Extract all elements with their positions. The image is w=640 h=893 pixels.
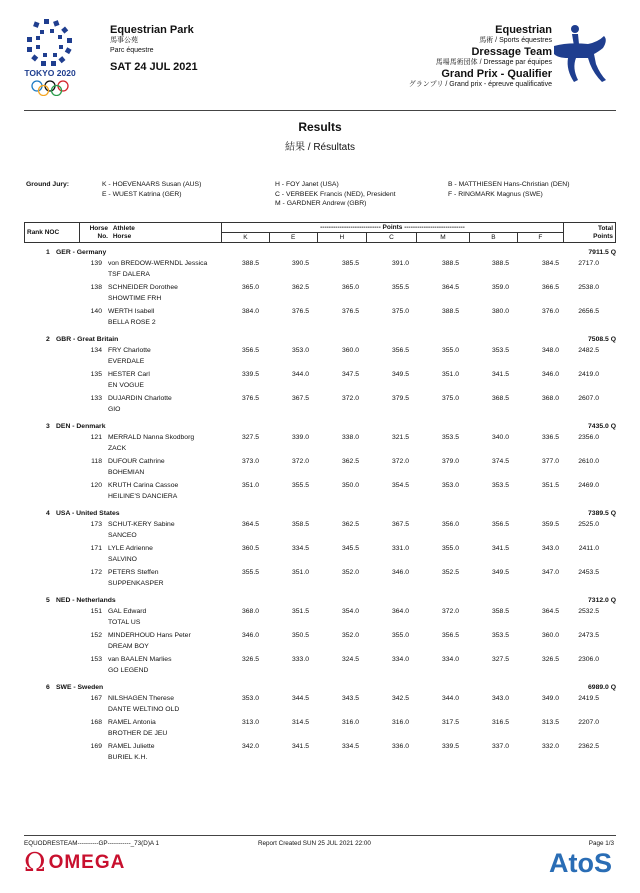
rider-total: 2207.0 [578, 719, 599, 726]
horse-number: 151 [90, 608, 102, 615]
judge-score: 368.0 [241, 608, 259, 615]
judge-score: 336.5 [541, 434, 559, 441]
rider-total: 2473.5 [578, 632, 599, 639]
horse-name: DREAM BOY [108, 643, 149, 650]
judge-score: 364.0 [391, 608, 409, 615]
rider-row [24, 458, 616, 469]
team-row [24, 249, 616, 260]
rider-total: 2419.0 [578, 371, 599, 378]
col-rank-noc: Rank NOC [25, 223, 80, 243]
athlete-name: RAMEL Juliette [108, 743, 155, 750]
horse-name: TSF DALERA [108, 271, 150, 278]
rider-row [24, 719, 616, 730]
horse-name: SALVINO [108, 556, 137, 563]
team-total: 7911.5 Q [588, 249, 616, 256]
team-rank: 3 [46, 423, 50, 430]
horse-number: 172 [90, 569, 102, 576]
judge-score: 346.0 [241, 632, 259, 639]
judge-score: 354.5 [391, 482, 409, 489]
judge-score: 354.0 [341, 608, 359, 615]
horse-name: TOTAL US [108, 619, 141, 626]
judge-score: 372.0 [341, 395, 359, 402]
judge-score: 355.5 [291, 482, 309, 489]
rider-total: 2419.5 [578, 695, 599, 702]
judge-score: 390.5 [291, 260, 309, 267]
rider-total: 2306.0 [578, 656, 599, 663]
horse-name: HEILINE'S DANCIERA [108, 493, 178, 500]
judge-score: 346.0 [391, 569, 409, 576]
judge-score: 360.0 [541, 632, 559, 639]
judge-score: 365.0 [241, 284, 259, 291]
team-rank: 1 [46, 249, 50, 256]
jury-member: C - VERBEEK Francis (NED), President [275, 190, 396, 198]
rider-row [24, 695, 616, 706]
judge-score: 316.0 [391, 719, 409, 726]
jury-member: B - MATTHIESEN Hans-Christian (DEN) [448, 181, 570, 188]
horse-number: 134 [90, 347, 102, 354]
judge-score: 359.0 [491, 284, 509, 291]
judge-h: H [317, 233, 367, 243]
rider-row [24, 371, 616, 382]
judge-score: 326.5 [241, 656, 259, 663]
judge-score: 313.0 [241, 719, 259, 726]
col-horse-athlete: Horse No. Athlete Horse [80, 223, 222, 243]
judge-f: F [517, 233, 563, 243]
judge-score: 347.5 [341, 371, 359, 378]
judge-score: 334.0 [391, 656, 409, 663]
judge-score: 356.0 [441, 521, 459, 528]
horse-number: 120 [90, 482, 102, 489]
rider-row [24, 521, 616, 532]
team-total: 7508.5 Q [588, 336, 616, 343]
judge-score: 375.0 [391, 308, 409, 315]
judge-score: 313.5 [541, 719, 559, 726]
results-body [24, 249, 616, 771]
judge-score: 388.5 [491, 260, 509, 267]
judge-score: 347.0 [541, 569, 559, 576]
team-rank: 2 [46, 336, 50, 343]
judge-score: 352.0 [341, 569, 359, 576]
judge-score: 343.0 [541, 545, 559, 552]
horse-number: 118 [91, 458, 102, 465]
rider-total: 2538.0 [578, 284, 599, 291]
judge-score: 340.0 [491, 434, 509, 441]
sport-name: Equestrian [495, 24, 552, 36]
page-subtitle: 結果 / Résultats [284, 142, 356, 153]
athlete-name: van BAALEN Marlies [108, 656, 172, 663]
team-row [24, 336, 616, 347]
athlete-name: von BREDOW-WERNDL Jessica [108, 260, 208, 267]
judge-score: 353.5 [491, 632, 509, 639]
athlete-name: NILSHAGEN Therese [108, 695, 174, 702]
report-created: Report Created SUN 25 JUL 2021 22:00 [258, 840, 371, 847]
judge-score: 326.5 [541, 656, 559, 663]
report-code: EQUODRESTEAM----------GP-----------_73(D)A 1 [24, 840, 160, 847]
team-noc: NED - Netherlands [56, 597, 116, 604]
horse-number: 153 [90, 656, 102, 663]
team-total: 6989.0 Q [588, 684, 616, 691]
venue-name-ja: 馬事公苑 [110, 37, 138, 44]
team-rank: 6 [46, 684, 50, 691]
judge-score: 344.0 [441, 695, 459, 702]
judge-score: 365.0 [341, 284, 359, 291]
judge-score: 355.0 [441, 347, 459, 354]
athlete-name: SCHUT-KERY Sabine [108, 521, 175, 528]
event-subtitle: 馬場馬術団体 / Dressage par équipes [435, 59, 552, 66]
judge-score: 338.0 [341, 434, 359, 441]
judge-score: 372.0 [391, 458, 409, 465]
rider-row [24, 743, 616, 754]
athlete-name: MERRALD Nanna Skodborg [108, 434, 195, 441]
horse-name: GO LEGEND [108, 667, 149, 674]
rider-total: 2717.0 [578, 260, 599, 267]
judge-score: 376.5 [291, 308, 309, 315]
judge-score: 353.0 [441, 482, 459, 489]
judge-score: 367.5 [291, 395, 309, 402]
team-noc: GBR - Great Britain [56, 336, 119, 343]
judge-score: 355.5 [241, 569, 259, 576]
judge-score: 372.0 [291, 458, 309, 465]
judge-score: 362.5 [341, 521, 359, 528]
judge-score: 350.5 [291, 632, 309, 639]
judge-score: 334.0 [441, 656, 459, 663]
rider-total: 2469.0 [578, 482, 599, 489]
horse-name: EVERDALE [108, 358, 145, 365]
judge-score: 349.5 [491, 569, 509, 576]
judge-score: 342.0 [241, 743, 259, 750]
athlete-name: GAL Edward [108, 608, 147, 615]
judge-score: 348.0 [541, 347, 559, 354]
judge-score: 356.5 [391, 347, 409, 354]
horse-number: 139 [90, 260, 102, 267]
judge-score: 344.5 [291, 695, 309, 702]
athlete-name: FRY Charlotte [108, 347, 151, 354]
judge-score: 388.5 [241, 260, 259, 267]
results-table-header [24, 222, 616, 243]
rider-total: 2610.0 [578, 458, 599, 465]
judge-score: 331.0 [391, 545, 409, 552]
team-row [24, 597, 616, 608]
judge-score: 356.5 [241, 347, 259, 354]
omega-logo: Ω OMEGA [24, 848, 126, 878]
judge-score: 376.5 [341, 308, 359, 315]
rider-row [24, 347, 616, 358]
rider-row [24, 569, 616, 580]
rider-row [24, 656, 616, 667]
athlete-name: DUFOUR Cathrine [108, 458, 165, 465]
horse-name: GIO [108, 406, 121, 413]
judge-score: 350.0 [341, 482, 359, 489]
event-date: SAT 24 JUL 2021 [110, 61, 198, 73]
horse-name: SHOWTIME FRH [108, 295, 162, 302]
judge-score: 324.5 [341, 656, 359, 663]
judge-score: 364.5 [241, 521, 259, 528]
judge-score: 345.5 [341, 545, 359, 552]
judge-e: E [269, 233, 317, 243]
judge-score: 368.0 [541, 395, 559, 402]
judge-score: 342.5 [391, 695, 409, 702]
rider-row [24, 308, 616, 319]
team-total: 7312.0 Q [588, 597, 616, 604]
team-row [24, 510, 616, 521]
judge-score: 327.5 [241, 434, 259, 441]
judge-score: 385.5 [341, 260, 359, 267]
team-row [24, 423, 616, 434]
jury-member: H - FOY Janet (USA) [275, 181, 339, 188]
logo-text: TOKYO 2020 [24, 68, 76, 78]
rider-row [24, 632, 616, 643]
judge-score: 367.5 [391, 521, 409, 528]
horse-name: SUPPENKASPER [108, 580, 164, 587]
judge-score: 343.0 [491, 695, 509, 702]
rider-row [24, 482, 616, 493]
rider-row [24, 545, 616, 556]
judge-c: C [367, 233, 417, 243]
judge-score: 355.0 [391, 632, 409, 639]
judge-score: 353.5 [441, 434, 459, 441]
rider-total: 2607.0 [578, 395, 599, 402]
rider-total: 2453.5 [578, 569, 599, 576]
judge-score: 316.0 [341, 719, 359, 726]
athlete-name: RAMEL Antonia [108, 719, 156, 726]
venue-name-fr: Parc équestre [110, 47, 154, 54]
judge-score: 362.5 [341, 458, 359, 465]
judge-b: B [470, 233, 518, 243]
judge-score: 321.5 [391, 434, 409, 441]
judge-score: 380.0 [491, 308, 509, 315]
judge-score: 358.5 [291, 521, 309, 528]
judge-m: M [416, 233, 469, 243]
judge-score: 336.0 [391, 743, 409, 750]
page-title: Results [298, 120, 342, 134]
horse-name: BOHEMIAN [108, 469, 145, 476]
judge-score: 327.5 [491, 656, 509, 663]
judge-score: 376.5 [241, 395, 259, 402]
phase-name: Grand Prix - Qualifier [441, 68, 552, 80]
athlete-name: HESTER Carl [108, 371, 150, 378]
judge-score: 316.5 [491, 719, 509, 726]
rider-total: 2482.5 [578, 347, 599, 354]
team-noc: DEN - Denmark [56, 423, 106, 430]
col-points: ---------------------------- Points ---------------------------- [222, 223, 564, 233]
horse-name: SANCEO [108, 532, 137, 539]
horse-name: DANTE WELTINO OLD [108, 706, 180, 713]
team-rank: 4 [46, 510, 50, 517]
judge-score: 376.0 [541, 308, 559, 315]
judge-score: 349.0 [541, 695, 559, 702]
judge-score: 364.5 [541, 608, 559, 615]
athlete-name: MINDERHOUD Hans Peter [108, 632, 191, 639]
athlete-name: SCHNEIDER Dorothee [108, 284, 178, 291]
judge-score: 339.5 [441, 743, 459, 750]
judge-score: 333.0 [291, 656, 309, 663]
team-total: 7435.0 Q [588, 423, 616, 430]
judge-score: 344.0 [291, 371, 309, 378]
judge-score: 351.0 [241, 482, 259, 489]
judge-score: 377.0 [541, 458, 559, 465]
venue-name: Equestrian Park [110, 24, 194, 36]
judge-score: 351.0 [441, 371, 459, 378]
judge-score: 332.0 [541, 743, 559, 750]
jury-label: Ground Jury: [26, 181, 70, 188]
rider-total: 2656.5 [578, 308, 599, 315]
horse-number: 121 [90, 434, 102, 441]
judge-score: 339.0 [291, 434, 309, 441]
event-name: Dressage Team [471, 46, 552, 58]
rider-row [24, 434, 616, 445]
rider-total: 2525.0 [578, 521, 599, 528]
jury-member: E - WUEST Katrina (GER) [102, 190, 182, 198]
judge-score: 351.5 [541, 482, 559, 489]
horse-number: 152 [90, 632, 102, 639]
judge-score: 352.5 [441, 569, 459, 576]
judge-score: 388.5 [441, 308, 459, 315]
rider-row [24, 395, 616, 406]
judge-score: 353.5 [491, 482, 509, 489]
judge-score: 349.5 [391, 371, 409, 378]
phase-subtitle: グランプリ / Grand prix - épreuve qualificative [408, 81, 552, 88]
judge-score: 334.5 [341, 743, 359, 750]
athlete-name: DUJARDIN Charlotte [108, 395, 172, 402]
judge-score: 356.5 [491, 521, 509, 528]
judge-score: 353.0 [291, 347, 309, 354]
horse-number: 140 [90, 308, 102, 315]
judge-score: 360.5 [241, 545, 259, 552]
col-total: Total Points [564, 223, 616, 243]
horse-name: ZACK [108, 445, 127, 452]
page-number: Page 1/3 [588, 840, 614, 847]
judge-score: 379.5 [391, 395, 409, 402]
horse-name: EN VOGUE [108, 382, 144, 389]
judge-score: 355.0 [441, 545, 459, 552]
judge-score: 388.5 [441, 260, 459, 267]
horse-number: 171 [90, 545, 102, 552]
team-total: 7389.5 Q [588, 510, 616, 517]
judge-score: 356.5 [441, 632, 459, 639]
olympic-rings-icon [30, 80, 70, 101]
rider-total: 2411.0 [578, 545, 599, 552]
judge-score: 341.5 [491, 545, 509, 552]
judge-score: 346.0 [541, 371, 559, 378]
horse-number: 135 [90, 371, 102, 378]
judge-score: 337.0 [491, 743, 509, 750]
horse-name: BURIEL K.H. [108, 754, 148, 761]
judge-score: 353.5 [491, 347, 509, 354]
rider-total: 2532.5 [578, 608, 599, 615]
horse-number: 167 [90, 695, 102, 702]
judge-score: 379.0 [441, 458, 459, 465]
judge-score: 339.5 [241, 371, 259, 378]
judge-score: 351.5 [291, 608, 309, 615]
rider-row [24, 260, 616, 271]
judge-score: 362.5 [291, 284, 309, 291]
judge-score: 366.5 [541, 284, 559, 291]
team-row [24, 684, 616, 695]
sport-subtitle: 馬術 / Sports équestres [479, 37, 552, 44]
rider-total: 2356.0 [578, 434, 599, 441]
judge-score: 360.0 [341, 347, 359, 354]
horse-number: 133 [90, 395, 102, 402]
judge-score: 352.0 [341, 632, 359, 639]
judge-score: 384.5 [541, 260, 559, 267]
judge-score: 334.5 [291, 545, 309, 552]
judge-score: 351.0 [291, 569, 309, 576]
judge-score: 358.5 [491, 608, 509, 615]
judge-score: 359.5 [541, 521, 559, 528]
rider-total: 2362.5 [578, 743, 599, 750]
horse-name: BROTHER DE JEU [108, 730, 168, 737]
jury-member: K - HOEVENAARS Susan (AUS) [102, 181, 202, 188]
dressage-pictogram-icon [548, 24, 610, 95]
jury-member: M - GARDNER Andrew (GBR) [275, 200, 367, 207]
judge-score: 314.5 [291, 719, 309, 726]
judge-score: 384.0 [241, 308, 259, 315]
judge-score: 368.5 [491, 395, 509, 402]
athlete-name: WERTH Isabell [108, 308, 155, 315]
rider-row [24, 608, 616, 619]
judge-score: 353.0 [241, 695, 259, 702]
judge-score: 341.5 [491, 371, 509, 378]
athlete-name: PETERS Steffen [108, 569, 159, 576]
team-rank: 5 [46, 597, 50, 604]
judge-score: 317.5 [441, 719, 459, 726]
omega-icon: Ω [24, 848, 46, 878]
athlete-name: LYLE Adrienne [108, 545, 153, 552]
horse-number: 138 [90, 284, 102, 291]
judge-score: 373.0 [241, 458, 259, 465]
horse-name: BELLA ROSE 2 [108, 319, 156, 326]
judge-score: 391.0 [391, 260, 409, 267]
judge-score: 355.5 [391, 284, 409, 291]
team-noc: USA - United States [56, 510, 120, 517]
horse-number: 173 [90, 521, 102, 528]
judge-score: 372.0 [441, 608, 459, 615]
judge-score: 364.5 [441, 284, 459, 291]
team-noc: SWE - Sweden [56, 684, 104, 691]
judge-score: 343.5 [341, 695, 359, 702]
athlete-name: KRUTH Carina Cassoe [108, 482, 179, 489]
atos-logo: AtoS [549, 848, 612, 878]
judge-k: K [222, 233, 270, 243]
horse-number: 168 [90, 719, 102, 726]
judge-score: 341.5 [291, 743, 309, 750]
judge-score: 375.0 [441, 395, 459, 402]
judge-score: 374.5 [491, 458, 509, 465]
team-noc: GER - Germany [56, 249, 107, 256]
jury-member: F - RINGMARK Magnus (SWE) [448, 190, 543, 198]
rider-row [24, 284, 616, 295]
horse-number: 169 [90, 743, 102, 750]
